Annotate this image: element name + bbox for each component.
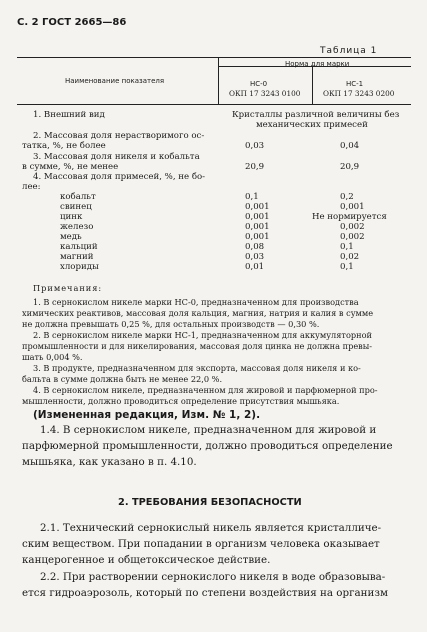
para-1-4-line: парфюмерной промышленности, должно проводиться определение (22, 440, 393, 452)
para-1-4-line: мышьяка, как указано в п. 4.10. (22, 456, 197, 468)
row-value-2: 0,04 (340, 141, 360, 151)
para-2-2-line: ется гидроаэрозоль, который по степени воздействия на организм (22, 587, 388, 599)
row-label: 3. Массовая доля никеля и кобальта (33, 152, 200, 162)
row-label: хлориды (60, 262, 99, 272)
row-label: цинк (60, 212, 83, 222)
row-label: лее: (22, 182, 41, 192)
para-1-4-line: 1.4. В сернокислом никеле, предназначенном для жировой и (40, 424, 377, 436)
row-value-1: 0,1 (245, 192, 259, 202)
row-value-2: 0,001 (340, 202, 365, 212)
row-value-1: Кристаллы различной величины без (232, 110, 400, 120)
row-label: 4. Массовая доля примесей, %, не бо- (33, 172, 206, 182)
note-line: 2. В сернокислом никеле марки НС-1, предназначенном для аккумуляторной (33, 330, 372, 340)
row-value-1: 0,03 (245, 141, 265, 151)
note-line: промышленности и для никелирования, массовая доля цинка не должна превы- (22, 341, 373, 351)
table-caption: Таблица 1 (320, 46, 378, 56)
para-2-1-line: ским веществом. При попадании в организм человека оказывает (22, 538, 380, 550)
table-header-bottom-rule (17, 104, 411, 105)
row-label: свинец (60, 202, 92, 212)
row-label: магний (60, 252, 94, 262)
row-value-2: 0,1 (340, 262, 354, 272)
row-value-1: 0,001 (245, 212, 270, 222)
grade-1-okp: ОКП 17 3243 0100 (229, 89, 301, 98)
note-line: шать 0,004 %. (22, 352, 83, 362)
row-value-1: 0,001 (245, 222, 270, 232)
row-value-1: 0,03 (245, 252, 265, 262)
note-line: 1. В сернокислом никеле марки НС-0, предназначенном для производства (33, 297, 359, 307)
row-value-2: 20,9 (340, 162, 360, 172)
norm-header: Норма для марки (285, 60, 350, 68)
note-line: 4. В сернокислом никеле, предназначенном для жировой и парфюмерной про- (33, 385, 378, 395)
row-label: медь (60, 232, 82, 242)
row-value-2: 0,002 (340, 232, 365, 242)
note-line: химических реактивов, массовая доля кальция, магния, натрия и калия в сумме (22, 308, 374, 318)
row-label: в сумме, %, не менее (22, 162, 119, 172)
row-label: 1. Внешний вид (33, 110, 105, 120)
page-header: С. 2 ГОСТ 2665—86 (17, 17, 127, 28)
para-2-1-line: канцерогенное и общетоксическое действие. (22, 554, 271, 566)
row-label: железо (60, 222, 94, 232)
note-line: не должна превышать 0,25 %, для остальных производств — 0,30 %. (22, 319, 320, 329)
row-label: 2. Массовая доля нерастворимого ос- (33, 131, 205, 141)
row-value-1: 0,08 (245, 242, 265, 252)
row-value-1: 0,001 (245, 202, 270, 212)
para-2-2-line: 2.2. При растворении сернокислого никеля в воде образовыва- (40, 571, 386, 583)
grade-2-okp: ОКП 17 3243 0200 (323, 89, 395, 98)
section-title: 2. ТРЕБОВАНИЯ БЕЗОПАСНОСТИ (118, 497, 302, 508)
row-value-2: 0,002 (340, 222, 365, 232)
row-value-1: 0,01 (245, 262, 265, 272)
row-label: кальций (60, 242, 98, 252)
row-label: кобальт (60, 192, 96, 202)
row-value-2: 0,02 (340, 252, 360, 262)
note-line: мышленности, должно проводиться определение присутствия мышьяка. (22, 396, 340, 406)
notes-title: Примечания: (33, 283, 103, 293)
para-2-1-line: 2.1. Технический сернокислый никель является кристалличе- (40, 522, 382, 534)
row-value-2: 0,1 (340, 242, 354, 252)
row-value-1: механических примесей (256, 120, 368, 130)
row-value-1: 0,001 (245, 232, 270, 242)
row-value-2: 0,2 (340, 192, 354, 202)
revision-note: (Измененная редакция, Изм. № 1, 2). (33, 409, 261, 421)
grade-1-name: НС-0 (250, 80, 268, 88)
table-top-rule (17, 57, 411, 58)
row-value-2: Не нормируется (312, 212, 387, 222)
note-line: бальта в сумме должна быть не менее 22,0 %. (22, 374, 223, 384)
note-line: 3. В продукте, предназначенном для экспорта, массовая доля никеля и ко- (33, 363, 361, 373)
row-value-1: 20,9 (245, 162, 265, 172)
table-col-divider-2 (312, 66, 313, 104)
col-name-header: Наименование показателя (65, 77, 165, 85)
grade-2-name: НС-1 (346, 80, 364, 88)
table-col-divider-1 (218, 57, 219, 104)
row-label: татка, %, не более (22, 141, 106, 151)
